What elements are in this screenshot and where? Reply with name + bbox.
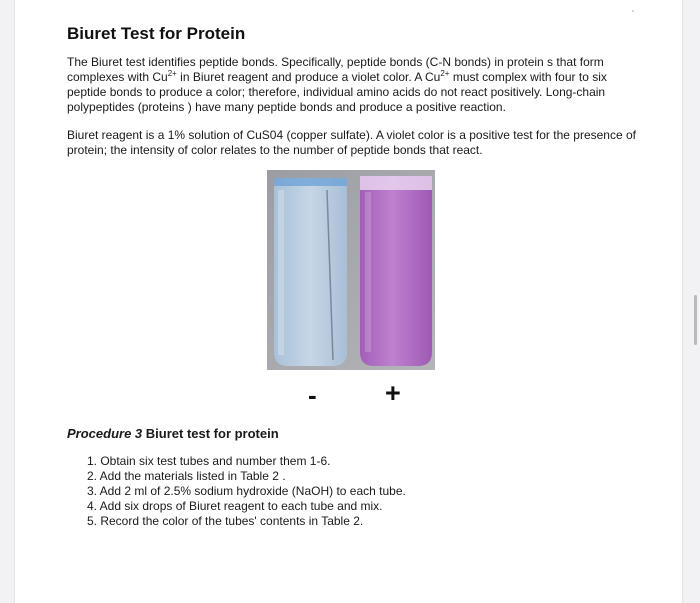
negative-label: - (308, 380, 317, 410)
intro-paragraph: The Biuret test identifies peptide bonds. Specifically, peptide bonds (C-N bonds) in protein s that form complexes with $Cu^{2+}$ in Biuret reagent and produce a violet color. A $Cu^{2+}$ must complex with four to six peptide bonds to produce a color; therefore, individual amino acids do not react positively. Long-chain polypeptides (proteins ) have many peptide bonds and produce a positive reaction. (67, 55, 607, 114)
reagent-paragraph: Biuret reagent is a 1% solution of CuS04 (copper sulfate). A violet color is a positive test for the presence of protein; the intensity of color relates to the number of peptide bonds that react. (67, 128, 636, 157)
positive-tube (360, 176, 432, 366)
document-page (14, 0, 683, 603)
positive-label: + (385, 378, 401, 408)
procedure-heading: Procedure 3 Biuret test for protein (67, 426, 279, 441)
list-item: 4. Add six drops of Biuret reagent to each tube and mix. (87, 499, 383, 513)
scrollbar[interactable] (694, 295, 697, 345)
list-item: 1. Obtain six test tubes and number them 1-6. (87, 454, 331, 468)
page-title: Biuret Test for Protein (67, 24, 246, 43)
list-item: 3. Add 2 ml of 2.5% sodium hydroxide (NaOH) to each tube. (87, 484, 406, 498)
procedure-steps (87, 454, 406, 529)
biuret-test-tubes-photo (267, 170, 435, 370)
negative-tube (274, 178, 347, 366)
page-marker (632, 10, 634, 12)
list-item: 2. Add the materials listed in Table 2 . (87, 469, 286, 483)
list-item: 5. Record the color of the tubes' contents in Table 2. (87, 514, 364, 528)
